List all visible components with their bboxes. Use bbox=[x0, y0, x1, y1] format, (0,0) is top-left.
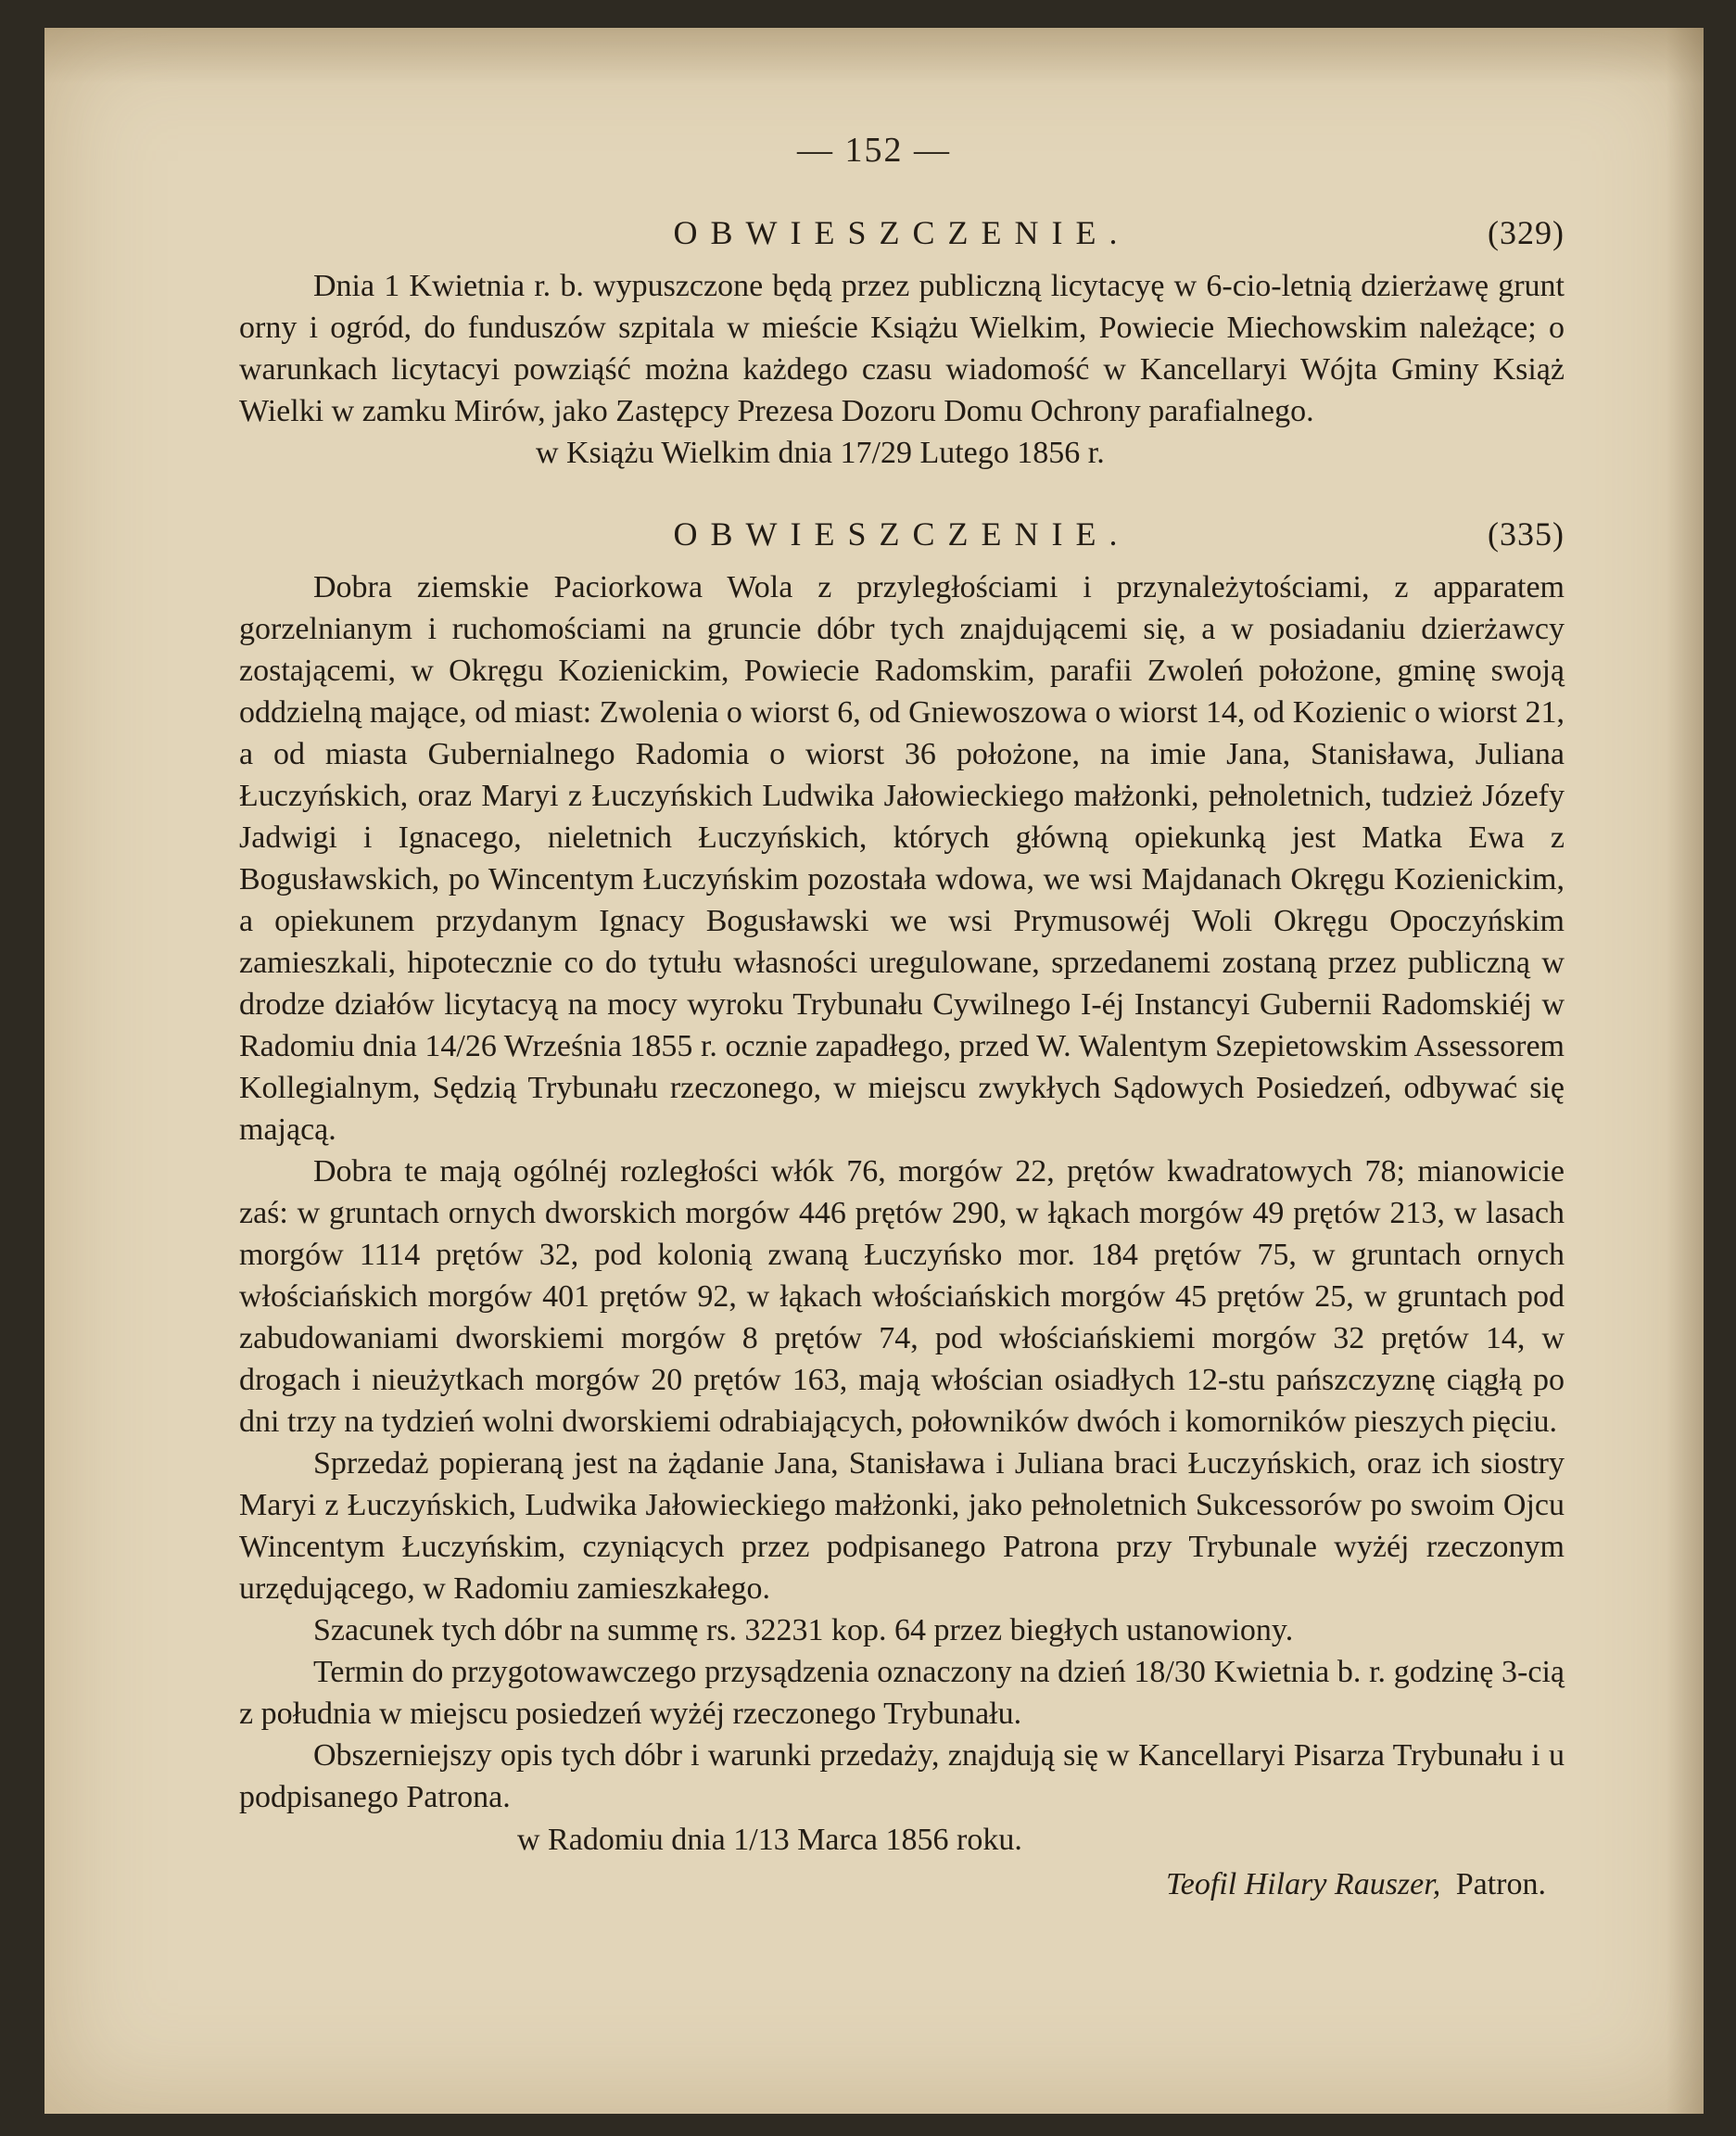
notice-number: (329) bbox=[1488, 214, 1565, 251]
notice-heading: OBWIESZCZENIE. bbox=[673, 214, 1131, 251]
page-edge bbox=[1666, 28, 1704, 2114]
notice-329 bbox=[239, 213, 1565, 474]
notice-paragraph: Termin do przygotowawczego przysądzenia oznaczony na dzień 18/30 Kwietnia b. r. godzinę 3-cią z południa w miejscu posiedzeń wyżéj rzeczonego Trybunału. bbox=[239, 1655, 1565, 1731]
notice-paragraph: Sprzedaż popieraną jest na żądanie Jana, Stanisława i Juliana braci Łuczyńskich, oraz ich siostry Maryi z Łuczyńskich, Ludwika Jałowieckiego małżonki, jako pełnoletnich Sukcessorów po swoim Ojcu Wincentym Łuczyńskim, czyniących przez podpisanego Patrona przy Trybunale wyżéj rzeczonym urzędującego, w Radomiu zamieszkałego. bbox=[239, 1446, 1565, 1606]
notice-header bbox=[239, 213, 1565, 265]
signature-role: Patron. bbox=[1455, 1867, 1546, 1901]
notice-dateline: w Książu Wielkim dnia 17/29 Lutego 1856 r. bbox=[536, 436, 1105, 470]
notice-header bbox=[239, 515, 1565, 566]
notice-335 bbox=[239, 515, 1565, 1907]
signature bbox=[239, 1863, 1565, 1907]
notice-paragraph: Szacunek tych dóbr na summę rs. 32231 kop. 64 przez biegłych ustanowiony. bbox=[313, 1613, 1294, 1647]
notice-dateline: w Radomiu dnia 1/13 Marca 1856 roku. bbox=[517, 1823, 1022, 1857]
signature-name: Teofil Hilary Rauszer, bbox=[1165, 1867, 1441, 1901]
page-shadow bbox=[44, 28, 1704, 83]
newspaper-page bbox=[44, 28, 1704, 2114]
page-number: — 152 — bbox=[797, 131, 951, 170]
notice-number: (335) bbox=[1488, 515, 1565, 553]
notice-body: Dnia 1 Kwietnia r. b. wypuszczone będą przez publiczną licytacyę w 6-cio-letnią dzierżawę grunt orny i ogród, do funduszów szpitala w mieście Książu Wielkim, Powiecie Miechowskim należące; o warunkach licytacyi powziąść można każdego czasu wiadomość w Kancellaryi Wójta Gminy Książ Wielki w zamku Mirów, jako Zastępcy Prezesa Dozoru Domu Ochrony parafialnego. bbox=[239, 269, 1565, 428]
notice-heading: OBWIESZCZENIE. bbox=[673, 515, 1131, 553]
notice-paragraph: Dobra te mają ogólnéj rozległości włók 76, morgów 22, prętów kwadratowych 78; mianowicie zaś: w gruntach ornych dworskich morgów 446 prętów 290, w łąkach morgów 49 prętów 213, w lasach morgów 1114 prętów 32, pod kolonią zwaną Łuczyńsko mor. 184 prętów 75, w gruntach ornych włościańskich morgów 401 prętów 92, w łąkach włościańskich morgów 45 prętów 25, w gruntach pod zabudowaniami dworskiemi morgów 8 prętów 74, pod włościańskiemi morgów 32 prętów 14, w drogach i nieużytkach morgów 20 prętów 163, mają włościan osiadłych 12-stu pańszczyznę ciągłą po dni trzy na tydzień wolni dworskiemi odrabiających, połowników dwóch i komorników pieszych pięciu. bbox=[239, 1154, 1565, 1439]
notice-paragraph: Dobra ziemskie Paciorkowa Wola z przyległościami i przynależytościami, z apparatem gorzelnianym i ruchomościami na gruncie dóbr tych znajdującemi się, a w posiadaniu dzierżawcy zostającemi, w Okręgu Kozienickim, Powiecie Radomskim, parafii Zwoleń położone, gminę swoją oddzielną mające, od miast: Zwolenia o wiorst 6, od Gniewoszowa o wiorst 14, od Kozienic o wiorst 21, a od miasta Gubernialnego Radomia o wiorst 36 położone, na imie Jana, Stanisława, Juliana Łuczyńskich, oraz Maryi z Łuczyńskich Ludwika Jałowieckiego małżonki, pełnoletnich, tudzież Józefy Jadwigi i Ignacego, nieletnich Łuczyńskich, których główną opiekunką jest Matka Ewa z Bogusławskich, po Wincentym Łuczyńskim pozostała wdowa, we wsi Majdanach Okręgu Kozienickim, a opiekunem przydanym Ignacy Bogusławski we wsi Prymusowéj Woli Okręgu Opoczyńskim zamieszkali, hipotecznie co do tytułu własności uregulowane, sprzedanemi zostaną przez publiczną w drodze działów licytacyą na mocy wyroku Trybunału Cywilnego I-éj Instancyi Gubernii Radomskiéj w Radomiu dnia 14/26 Września 1855 r. ocznie zapadłego, przed W. Walentym Szepietowskim Assessorem Kollegialnym, Sędzią Trybunału rzeczonego, w miejscu zwykłych Sądowych Posiedzeń, odbywać się mającą. bbox=[239, 570, 1565, 1147]
notice-paragraph: Obszerniejszy opis tych dóbr i warunki przedaży, znajdują się w Kancellaryi Pisarza Trybunału i u podpisanego Patrona. bbox=[239, 1738, 1565, 1814]
